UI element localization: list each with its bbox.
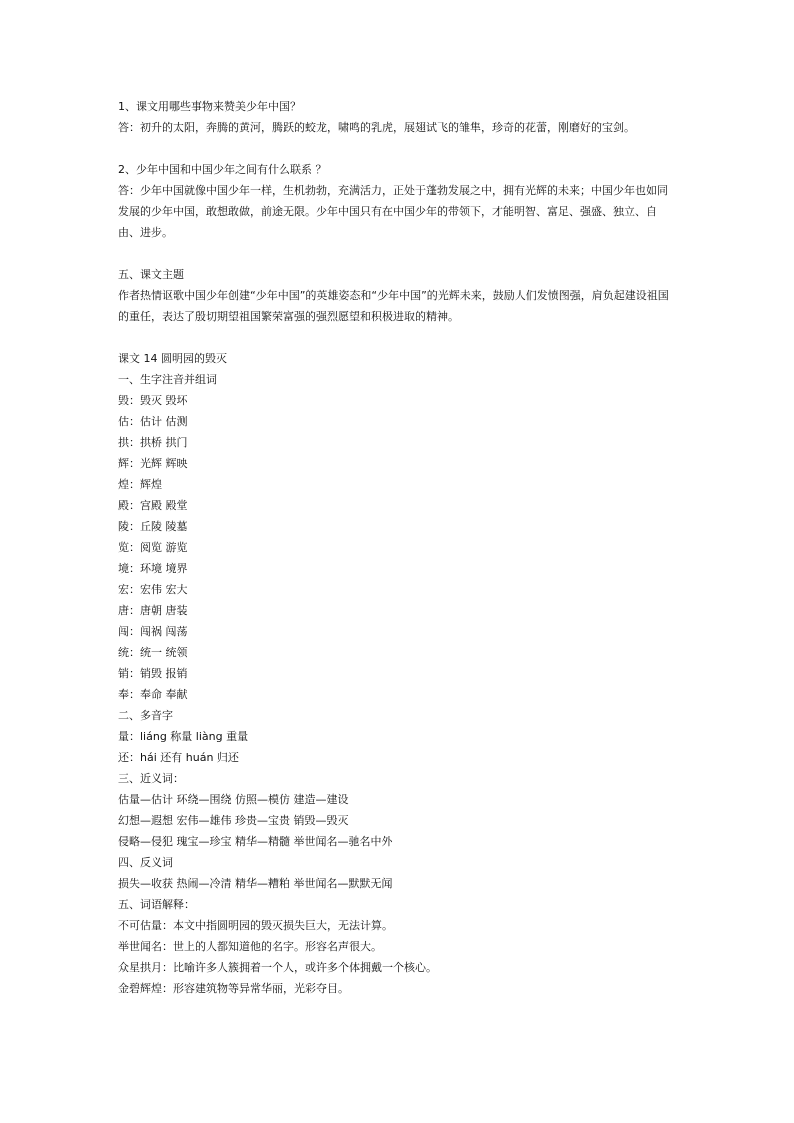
document-page xyxy=(118,96,678,999)
char-entry: 览：阅览 游览 xyxy=(118,541,188,554)
lesson-title: 课文 14 圆明园的毁灭 xyxy=(118,352,227,365)
char-entry: 殿：宫殿 殿堂 xyxy=(118,499,188,512)
definition-entry: 金碧辉煌：形容建筑物等异常华丽，光彩夺目。 xyxy=(118,982,349,995)
char-entry: 销：销毁 报销 xyxy=(118,667,188,680)
char-entry: 闯：闯祸 闯荡 xyxy=(118,625,188,638)
char-entry: 奉：奉命 奉献 xyxy=(118,688,188,701)
theme-text: 作者热情讴歌中国少年创建“少年中国”的英雄姿态和“少年中国”的光辉未来，鼓励人们发愤图强，肩负起建设祖国的重任，表达了殷切期望祖国繁荣富强的强烈愿望和积极进取的精神。 xyxy=(118,289,669,323)
char-entry: 宏：宏伟 宏大 xyxy=(118,583,188,596)
spacer xyxy=(118,327,678,348)
answer-2: 答：少年中国就像中国少年一样，生机勃勃，充满活力，正处于蓬勃发展之中，拥有光辉的未来；中国少年也如同发展的少年中国，敢想敢做，前途无限。少年中国只有在中国少年的带领下，才能明智、富足、强盛、独立、自由、进步。 xyxy=(118,184,668,239)
char-entry: 煌：辉煌 xyxy=(118,478,162,491)
question-2: 2、少年中国和中国少年之间有什么联系 ？ xyxy=(118,163,327,176)
synonym-row: 估量—估计 环绕—围绕 仿照—模仿 建造—建设 xyxy=(118,793,349,806)
question-1: 1、课文用哪些事物来赞美少年中国？ xyxy=(118,100,301,113)
section-heading-synonyms: 三、近义词： xyxy=(118,772,184,785)
section-heading-definitions: 五、词语解释： xyxy=(118,898,195,911)
definition-entry: 不可估量：本文中指圆明园的毁灭损失巨大，无法计算。 xyxy=(118,919,393,932)
definition-entry: 众星拱月：比喻许多人簇拥着一个人，或许多个体拥戴一个核心。 xyxy=(118,961,437,974)
section-heading-antonyms: 四、反义词 xyxy=(118,856,173,869)
char-entry: 境：环境 境界 xyxy=(118,562,188,575)
definition-entry: 举世闻名：世上的人都知道他的名字。形容名声很大。 xyxy=(118,940,382,953)
char-entry: 拱：拱桥 拱门 xyxy=(118,436,188,449)
antonym-row: 损失—收获 热闹—冷清 精华—糟粕 举世闻名—默默无闻 xyxy=(118,877,393,890)
synonym-row: 侵略—侵犯 瑰宝—珍宝 精华—精髓 举世闻名—驰名中外 xyxy=(118,835,393,848)
char-entry: 唐：唐朝 唐装 xyxy=(118,604,188,617)
char-entry: 统：统一 统领 xyxy=(118,646,188,659)
polyphone-entry: 量：liáng 称量 liàng 重量 xyxy=(118,730,249,743)
char-entry: 陵：丘陵 陵墓 xyxy=(118,520,188,533)
spacer xyxy=(118,138,678,159)
spacer xyxy=(118,243,678,264)
section-heading-polyphones: 二、多音字 xyxy=(118,709,173,722)
char-entry: 毁：毁灭 毁坏 xyxy=(118,394,188,407)
section-heading-chars: 一、生字注音并组词 xyxy=(118,373,217,386)
char-entry: 估：估计 估测 xyxy=(118,415,188,428)
theme-heading: 五、课文主题 xyxy=(118,268,184,281)
char-entry: 辉：光辉 辉映 xyxy=(118,457,188,470)
answer-1: 答：初升的太阳，奔腾的黄河，腾跃的蛟龙，啸鸣的乳虎，展翅试飞的雏隼，珍奇的花蕾，刚磨好的宝剑。 xyxy=(118,121,635,134)
synonym-row: 幻想—遐想 宏伟—雄伟 珍贵—宝贵 销毁—毁灭 xyxy=(118,814,349,827)
polyphone-entry: 还：hái 还有 huán 归还 xyxy=(118,751,239,764)
